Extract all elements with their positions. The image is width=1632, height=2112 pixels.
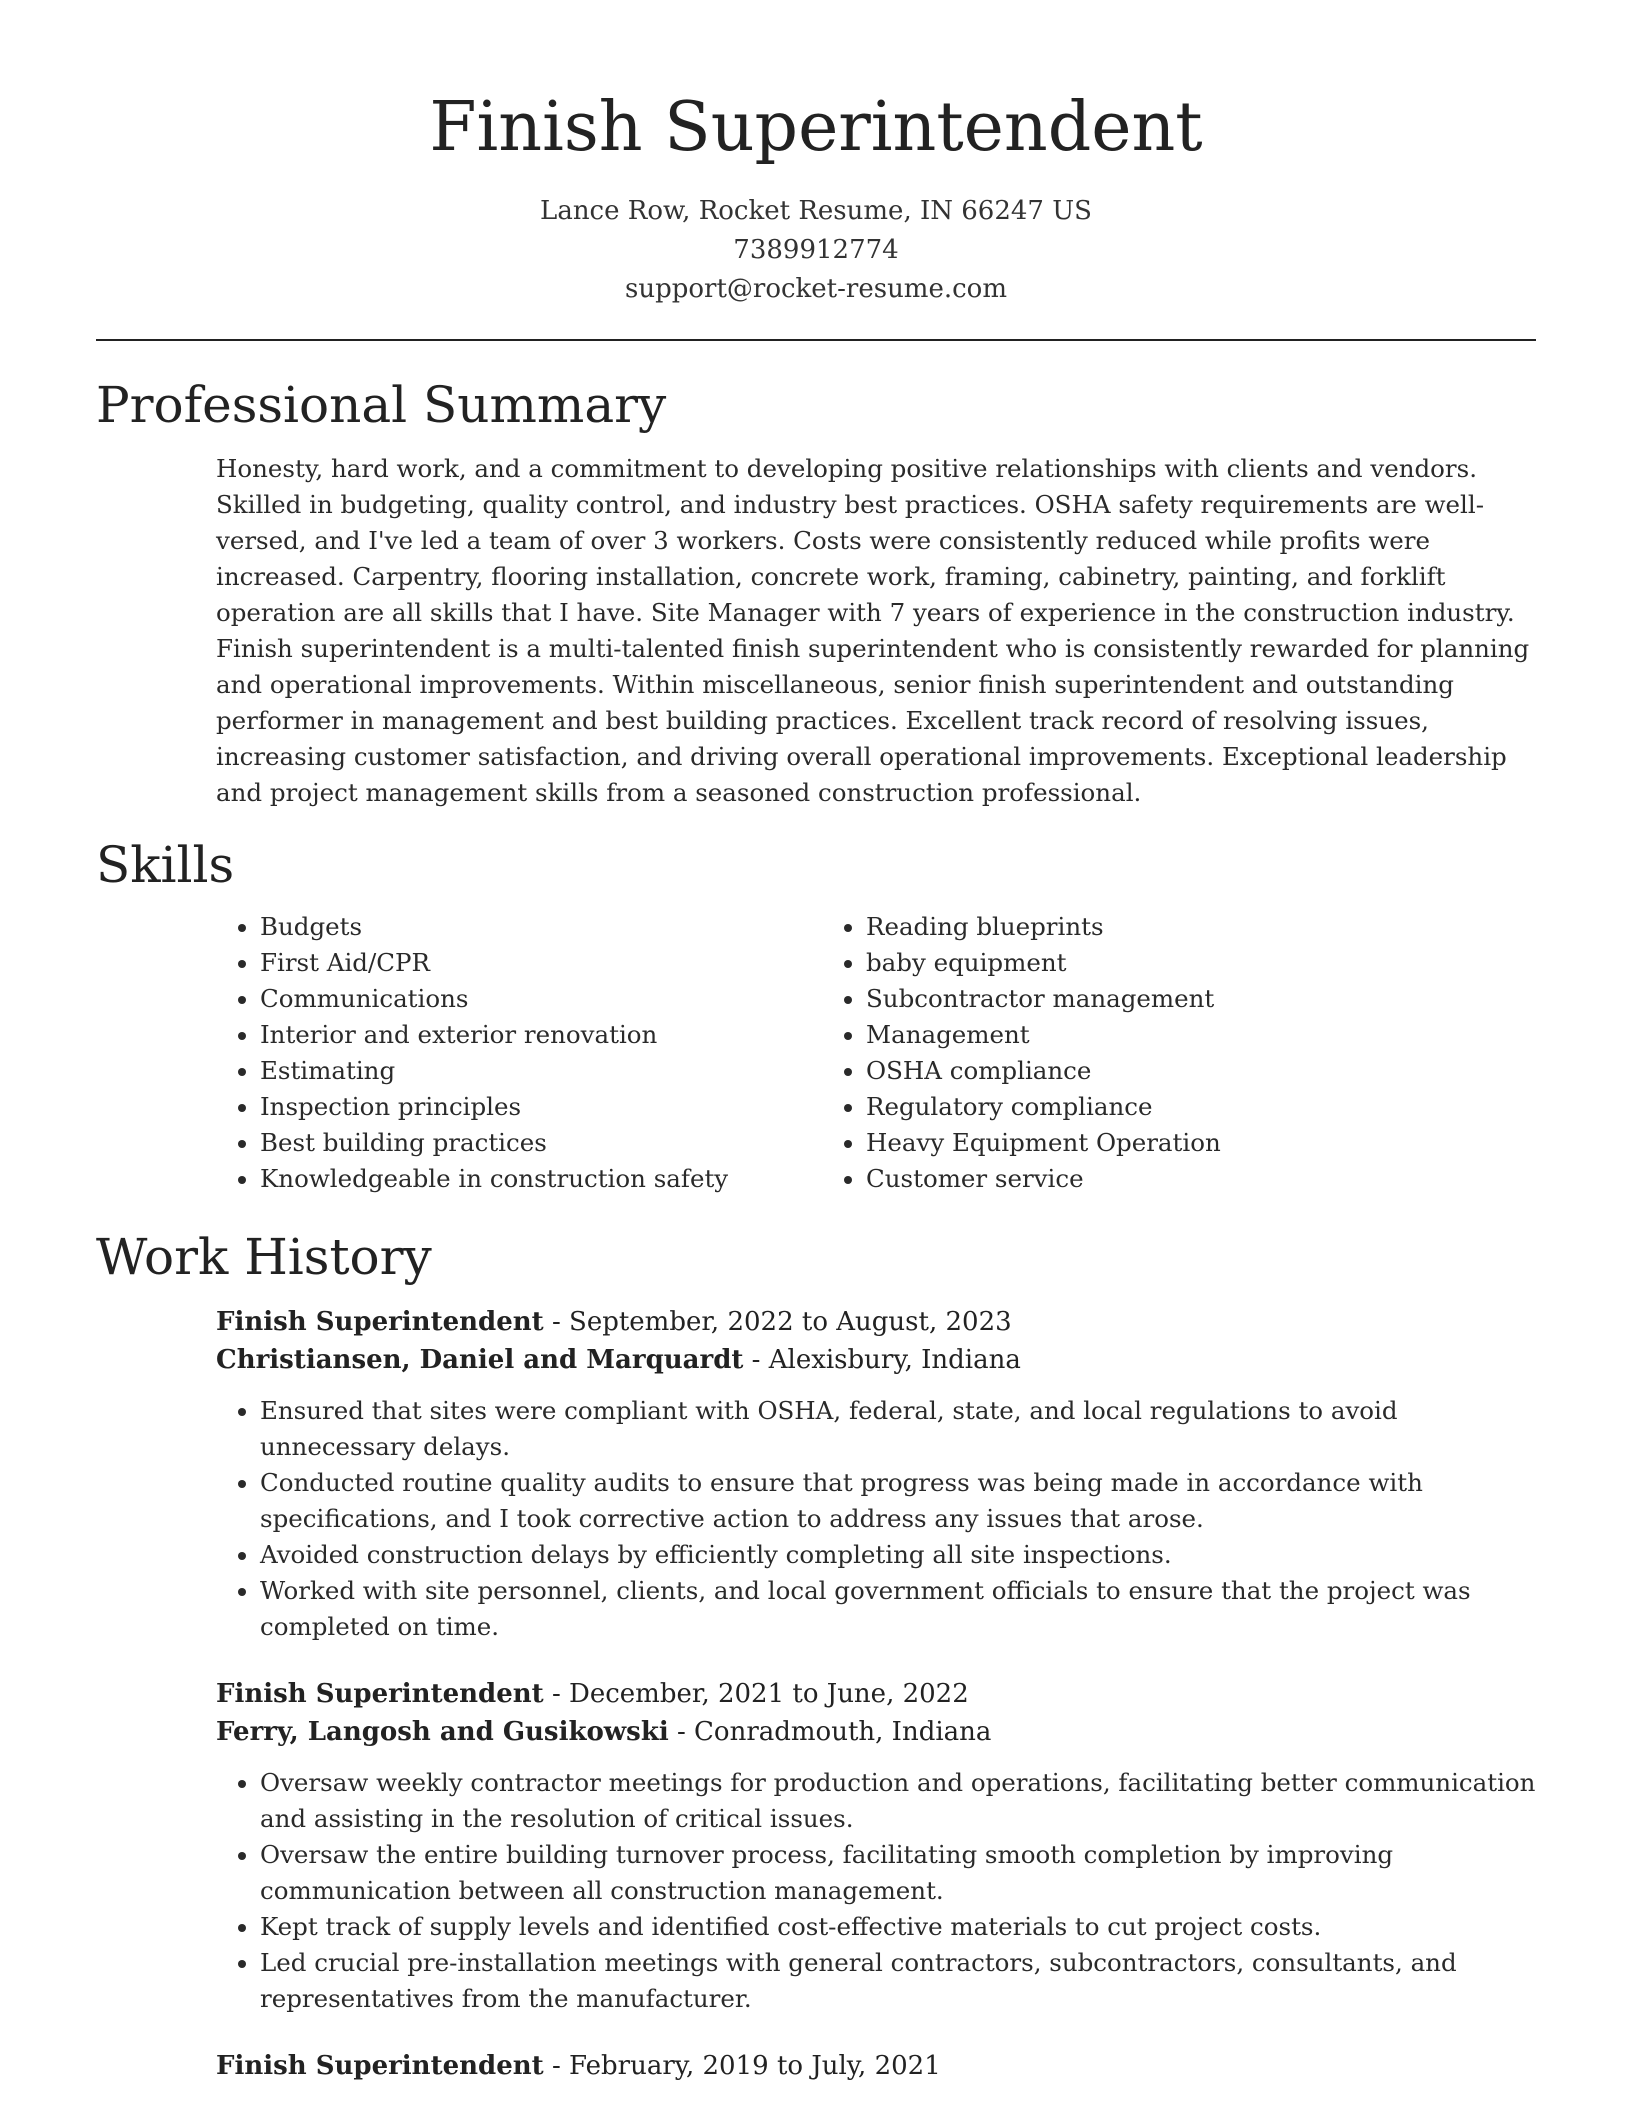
header-divider <box>96 339 1536 341</box>
skills-list <box>216 909 1536 1197</box>
summary-heading: Professional Summary <box>96 376 667 434</box>
job-dates: - December, 2021 to June, 2022 <box>543 1679 969 1709</box>
contact-block <box>96 192 1536 309</box>
job-title: Finish Superintendent <box>216 1679 544 1709</box>
skill-item: • Communications <box>260 981 822 1017</box>
contact-email: support@rocket-resume.com <box>624 274 1007 304</box>
skill-item: • Reading blueprints <box>866 909 1428 945</box>
skill-item: • Knowledgeable in construction safety <box>260 1161 822 1197</box>
skills-column-left <box>216 909 822 1197</box>
skill-item: • Regulatory compliance <box>866 1089 1428 1125</box>
skill-item: • First Aid/CPR <box>260 945 822 981</box>
skill-item: • Estimating <box>260 1053 822 1089</box>
skill-item: • Best building practices <box>260 1125 822 1161</box>
job-bullet: • Kept track of supply levels and identified cost-effective materials to cut project costs. <box>260 1909 1536 1945</box>
job-title-line <box>216 1675 1536 1713</box>
job-company: Christiansen, Daniel and Marquardt <box>216 1345 744 1375</box>
skill-item: • Management <box>866 1017 1428 1053</box>
job-bullet: • Worked with site personnel, clients, and local government officials to ensure that the project was completed on time. <box>260 1573 1536 1645</box>
skill-item: • Interior and exterior renovation <box>260 1017 822 1053</box>
contact-address: Lance Row, Rocket Resume, IN 66247 US <box>540 196 1092 226</box>
skill-item: • OSHA compliance <box>866 1053 1428 1089</box>
skill-item: • Customer service <box>866 1161 1428 1197</box>
job-bullet: • Ensured that sites were compliant with OSHA, federal, state, and local regulations to avoid unnecessary delays. <box>260 1393 1536 1465</box>
skill-item: • Budgets <box>260 909 822 945</box>
contact-phone: 7389912774 <box>733 235 899 265</box>
job-bullet: • Avoided construction delays by efficiently completing all site inspections. <box>260 1537 1536 1573</box>
job-bullet: • Conducted routine quality audits to ensure that progress was being made in accordance with specifications, and I took corrective action to address any issues that arose. <box>260 1465 1536 1537</box>
job-bullet: • Led crucial pre-installation meetings with general contractors, subcontractors, consultants, and representatives from the manufacturer. <box>260 1945 1536 2017</box>
job-dates: - February, 2019 to July, 2021 <box>543 2051 941 2081</box>
job-bullet: • Oversaw the entire building turnover process, facilitating smooth completion by improving communication between all construction management. <box>260 1837 1536 1909</box>
job-title: Finish Superintendent <box>216 2051 544 2081</box>
job-location: - Conradmouth, Indiana <box>668 1717 992 1747</box>
resume-header <box>96 0 1536 309</box>
skill-item: • baby equipment <box>866 945 1428 981</box>
job-title-line <box>216 2047 1536 2085</box>
job-bullet: • Oversaw weekly contractor meetings for production and operations, facilitating better communication and assisting in the resolution of critical issues. <box>260 1765 1536 1837</box>
skill-item: • Inspection principles <box>260 1089 822 1125</box>
job-company-line <box>216 1713 1536 1751</box>
work-history-heading: Work History <box>96 1228 432 1286</box>
skill-item: • Subcontractor management <box>866 981 1428 1017</box>
job-title-line <box>216 1303 1536 1341</box>
job-location: - Alexisbury, Indiana <box>743 1345 1021 1375</box>
job-company: Ferry, Langosh and Gusikowski <box>216 1717 669 1747</box>
skills-column-right <box>822 909 1428 1197</box>
job-bullets <box>216 1393 1536 1645</box>
skill-item: • Heavy Equipment Operation <box>866 1125 1428 1161</box>
job-company-line <box>216 1341 1536 1379</box>
job-entry <box>216 1303 1536 1645</box>
job-dates: - September, 2022 to August, 2023 <box>543 1307 1012 1337</box>
job-entry <box>216 1675 1536 2017</box>
summary-text: Honesty, hard work, and a commitment to developing positive relationships with clients and vendors. Skilled in budgeting, quality control, and industry best practices. OSHA safety requirements are well-versed, and I've led a team of over 3 workers. Costs were consistently reduced while profits were increased. Carpentry, flooring installation, concrete work, framing, cabinetry, painting, and forklift operation are all skills that I have. Site Manager with 7 years of experience in the construction industry. Finish superintendent is a multi-talented finish superintendent who is consistently rewarded for planning and operational improvements. Within miscellaneous, senior finish superintendent and outstanding performer in management and best building practices. Excellent track record of resolving issues, increasing customer satisfaction, and driving overall operational improvements. Exceptional leadership and project management skills from a seasoned construction professional. <box>216 454 1530 807</box>
candidate-name: Finish Superintendent <box>429 88 1203 167</box>
job-bullets <box>216 1765 1536 2017</box>
job-entry <box>216 2047 1536 2085</box>
skills-heading: Skills <box>96 836 235 894</box>
job-title: Finish Superintendent <box>216 1307 544 1337</box>
